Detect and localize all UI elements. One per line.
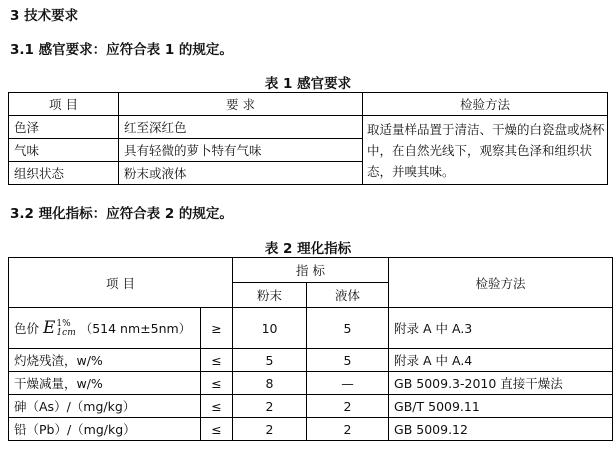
method-cell: 取适量样品置于清洁、干燥的白瓷盘或烧杯中，在自然光线下，观察其色泽和组织状态，并嗅其味。 bbox=[363, 116, 608, 185]
header-item: 项 目 bbox=[9, 258, 233, 308]
row-item: 气味 bbox=[9, 139, 119, 162]
item-spec: （514 nm±5nm） bbox=[79, 320, 192, 336]
row-operator: ≥ bbox=[201, 308, 233, 349]
table-row bbox=[9, 395, 613, 418]
table-row bbox=[9, 372, 613, 395]
physicochemical-indicators-table bbox=[8, 257, 613, 441]
header-powder: 粉末 bbox=[233, 283, 307, 308]
row-liquid: 5 bbox=[307, 349, 389, 372]
row-powder: 10 bbox=[233, 308, 307, 349]
section-heading: 3 技术要求 bbox=[10, 8, 79, 24]
table-header-row bbox=[9, 93, 608, 116]
row-item: 干燥减量，w/% bbox=[9, 372, 201, 395]
row-liquid: 2 bbox=[307, 418, 389, 441]
row-method: GB/T 5009.11 bbox=[389, 395, 613, 418]
row-operator: ≤ bbox=[201, 349, 233, 372]
row-method: GB 5009.3-2010 直接干燥法 bbox=[389, 372, 613, 395]
row-item: 铅（Pb）/（mg/kg） bbox=[9, 418, 201, 441]
header-method: 检验方法 bbox=[389, 258, 613, 308]
table-row bbox=[9, 308, 613, 349]
formula-scripts bbox=[56, 320, 75, 338]
row-requirement: 粉末或液体 bbox=[119, 162, 363, 185]
row-requirement: 红至深红色 bbox=[119, 116, 363, 139]
sensory-requirements-table bbox=[8, 92, 608, 185]
header-liquid: 液体 bbox=[307, 283, 389, 308]
formula-sup: 1% bbox=[56, 319, 71, 330]
row-powder: 5 bbox=[233, 349, 307, 372]
absorbance-formula bbox=[43, 317, 76, 339]
row-liquid: 2 bbox=[307, 395, 389, 418]
item-label: 色价 bbox=[14, 320, 40, 336]
row-liquid: 5 bbox=[307, 308, 389, 349]
row-method: 附录 A 中 A.3 bbox=[389, 308, 613, 349]
row-powder: 8 bbox=[233, 372, 307, 395]
table-row bbox=[9, 349, 613, 372]
row-item: 灼烧残渣，w/% bbox=[9, 349, 201, 372]
header-method: 检验方法 bbox=[363, 93, 608, 116]
row-liquid: — bbox=[307, 372, 389, 395]
table-row bbox=[9, 116, 608, 139]
row-item: 色泽 bbox=[9, 116, 119, 139]
row-powder: 2 bbox=[233, 395, 307, 418]
row-item bbox=[9, 308, 201, 349]
table-header-row bbox=[9, 258, 613, 283]
row-method: 附录 A 中 A.4 bbox=[389, 349, 613, 372]
table2-caption: 表 2 理化指标 bbox=[264, 241, 352, 257]
header-item: 项 目 bbox=[9, 93, 119, 116]
table1-caption: 表 1 感官要求 bbox=[264, 76, 352, 92]
row-operator: ≤ bbox=[201, 372, 233, 395]
subsection-heading-sensory: 3.1 感官要求：应符合表 1 的规定。 bbox=[10, 42, 233, 58]
row-operator: ≤ bbox=[201, 418, 233, 441]
subsection-heading-physicochemical: 3.2 理化指标：应符合表 2 的规定。 bbox=[10, 206, 233, 222]
header-indicator: 指 标 bbox=[233, 258, 389, 283]
formula-base: E bbox=[43, 317, 56, 338]
row-method: GB 5009.12 bbox=[389, 418, 613, 441]
row-requirement: 具有轻微的萝卜特有气味 bbox=[119, 139, 363, 162]
header-requirement: 要 求 bbox=[119, 93, 363, 116]
row-item: 砷（As）/（mg/kg） bbox=[9, 395, 201, 418]
row-operator: ≤ bbox=[201, 395, 233, 418]
row-powder: 2 bbox=[233, 418, 307, 441]
table-row bbox=[9, 418, 613, 441]
row-item: 组织状态 bbox=[9, 162, 119, 185]
formula-sub: 1cm bbox=[56, 328, 76, 339]
